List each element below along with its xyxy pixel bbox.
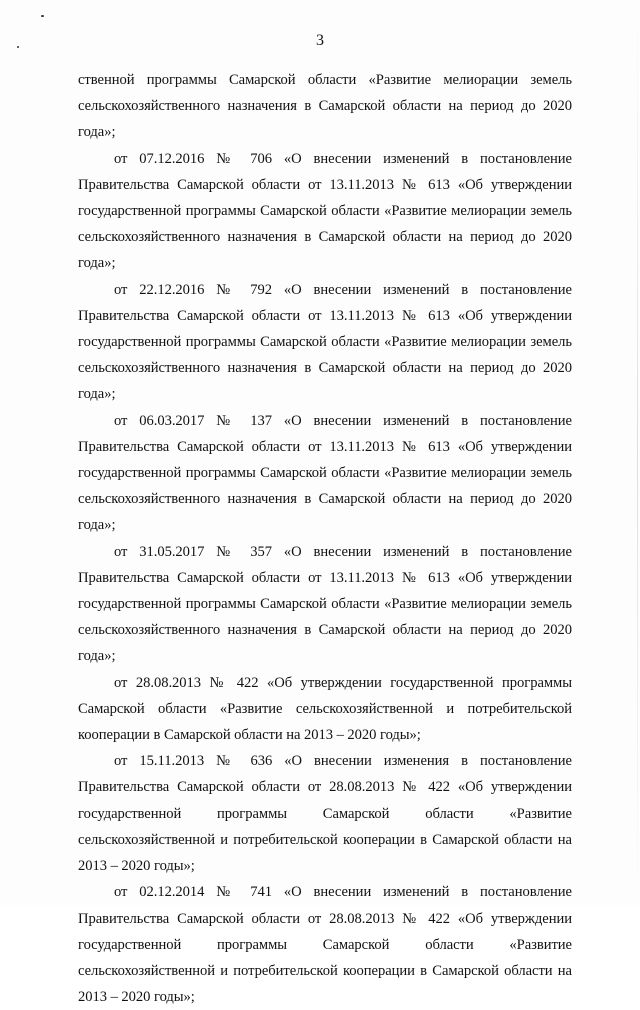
paragraph-decree-2013-422: от 28.08.2013 № 422 «Об утверждении государственной программы Самарской области «Развитие сельскохозяйственной и потребительской кооперации в Самарской области на 2013 – 2020 годы»; [78, 674, 572, 744]
document-body [78, 67, 572, 1010]
paragraph-decree-2016-792: от 22.12.2016 № 792 «О внесении изменений в постановление Правительства Самарской области от 13.11.2013 № 613 «Об утверждении государственной программы Самарской области «Развитие мелиорации земель сельскохозяйственного назначения в Самарской области на период до 2020 года»; [78, 281, 572, 403]
paragraph-decree-2016-706: от 07.12.2016 № 706 «О внесении изменений в постановление Правительства Самарской области от 13.11.2013 № 613 «Об утверждении государственной программы Самарской области «Развитие мелиорации земель сельскохозяйственного назначения в Самарской области на период до 2020 года»; [78, 150, 572, 272]
paragraph-decree-2017-357: от 31.05.2017 № 357 «О внесении изменений в постановление Правительства Самарской области от 13.11.2013 № 613 «Об утверждении государственной программы Самарской области «Развитие мелиорации земель сельскохозяйственного назначения в Самарской области на период до 2020 года»; [78, 543, 572, 665]
page-number: 3 [316, 32, 324, 49]
paragraph-decree-2014-741: от 02.12.2014 № 741 «О внесении изменений в постановление Правительства Самарской области от 28.08.2013 № 422 «Об утверждении государственной программы Самарской области «Развитие сельскохозяйственной и потребительской кооперации в Самарской области на 2013 – 2020 годы»; [78, 884, 572, 1006]
paragraph-continuation: ственной программы Самарской области «Развитие мелиорации земель сельскохозяйственного назначения в Самарской области на период до 2020 года»; [78, 72, 572, 141]
paragraph-decree-2017-137: от 06.03.2017 № 137 «О внесении изменений в постановление Правительства Самарской области от 13.11.2013 № 613 «Об утверждении государственной программы Самарской области «Развитие мелиорации земель сельскохозяйственного назначения в Самарской области на период до 2020 года»; [78, 412, 572, 534]
scan-speck-mark [41, 15, 44, 17]
paragraph-decree-2013-636: от 15.11.2013 № 636 «О внесении изменения в постановление Правительства Самарской области от 28.08.2013 № 422 «Об утверждении государственной программы Самарской области «Развитие сельскохозяйственной и потребительской кооперации в Самарской области на 2013 – 2020 годы»; [78, 753, 572, 875]
scan-edge-shadow [637, 0, 638, 905]
